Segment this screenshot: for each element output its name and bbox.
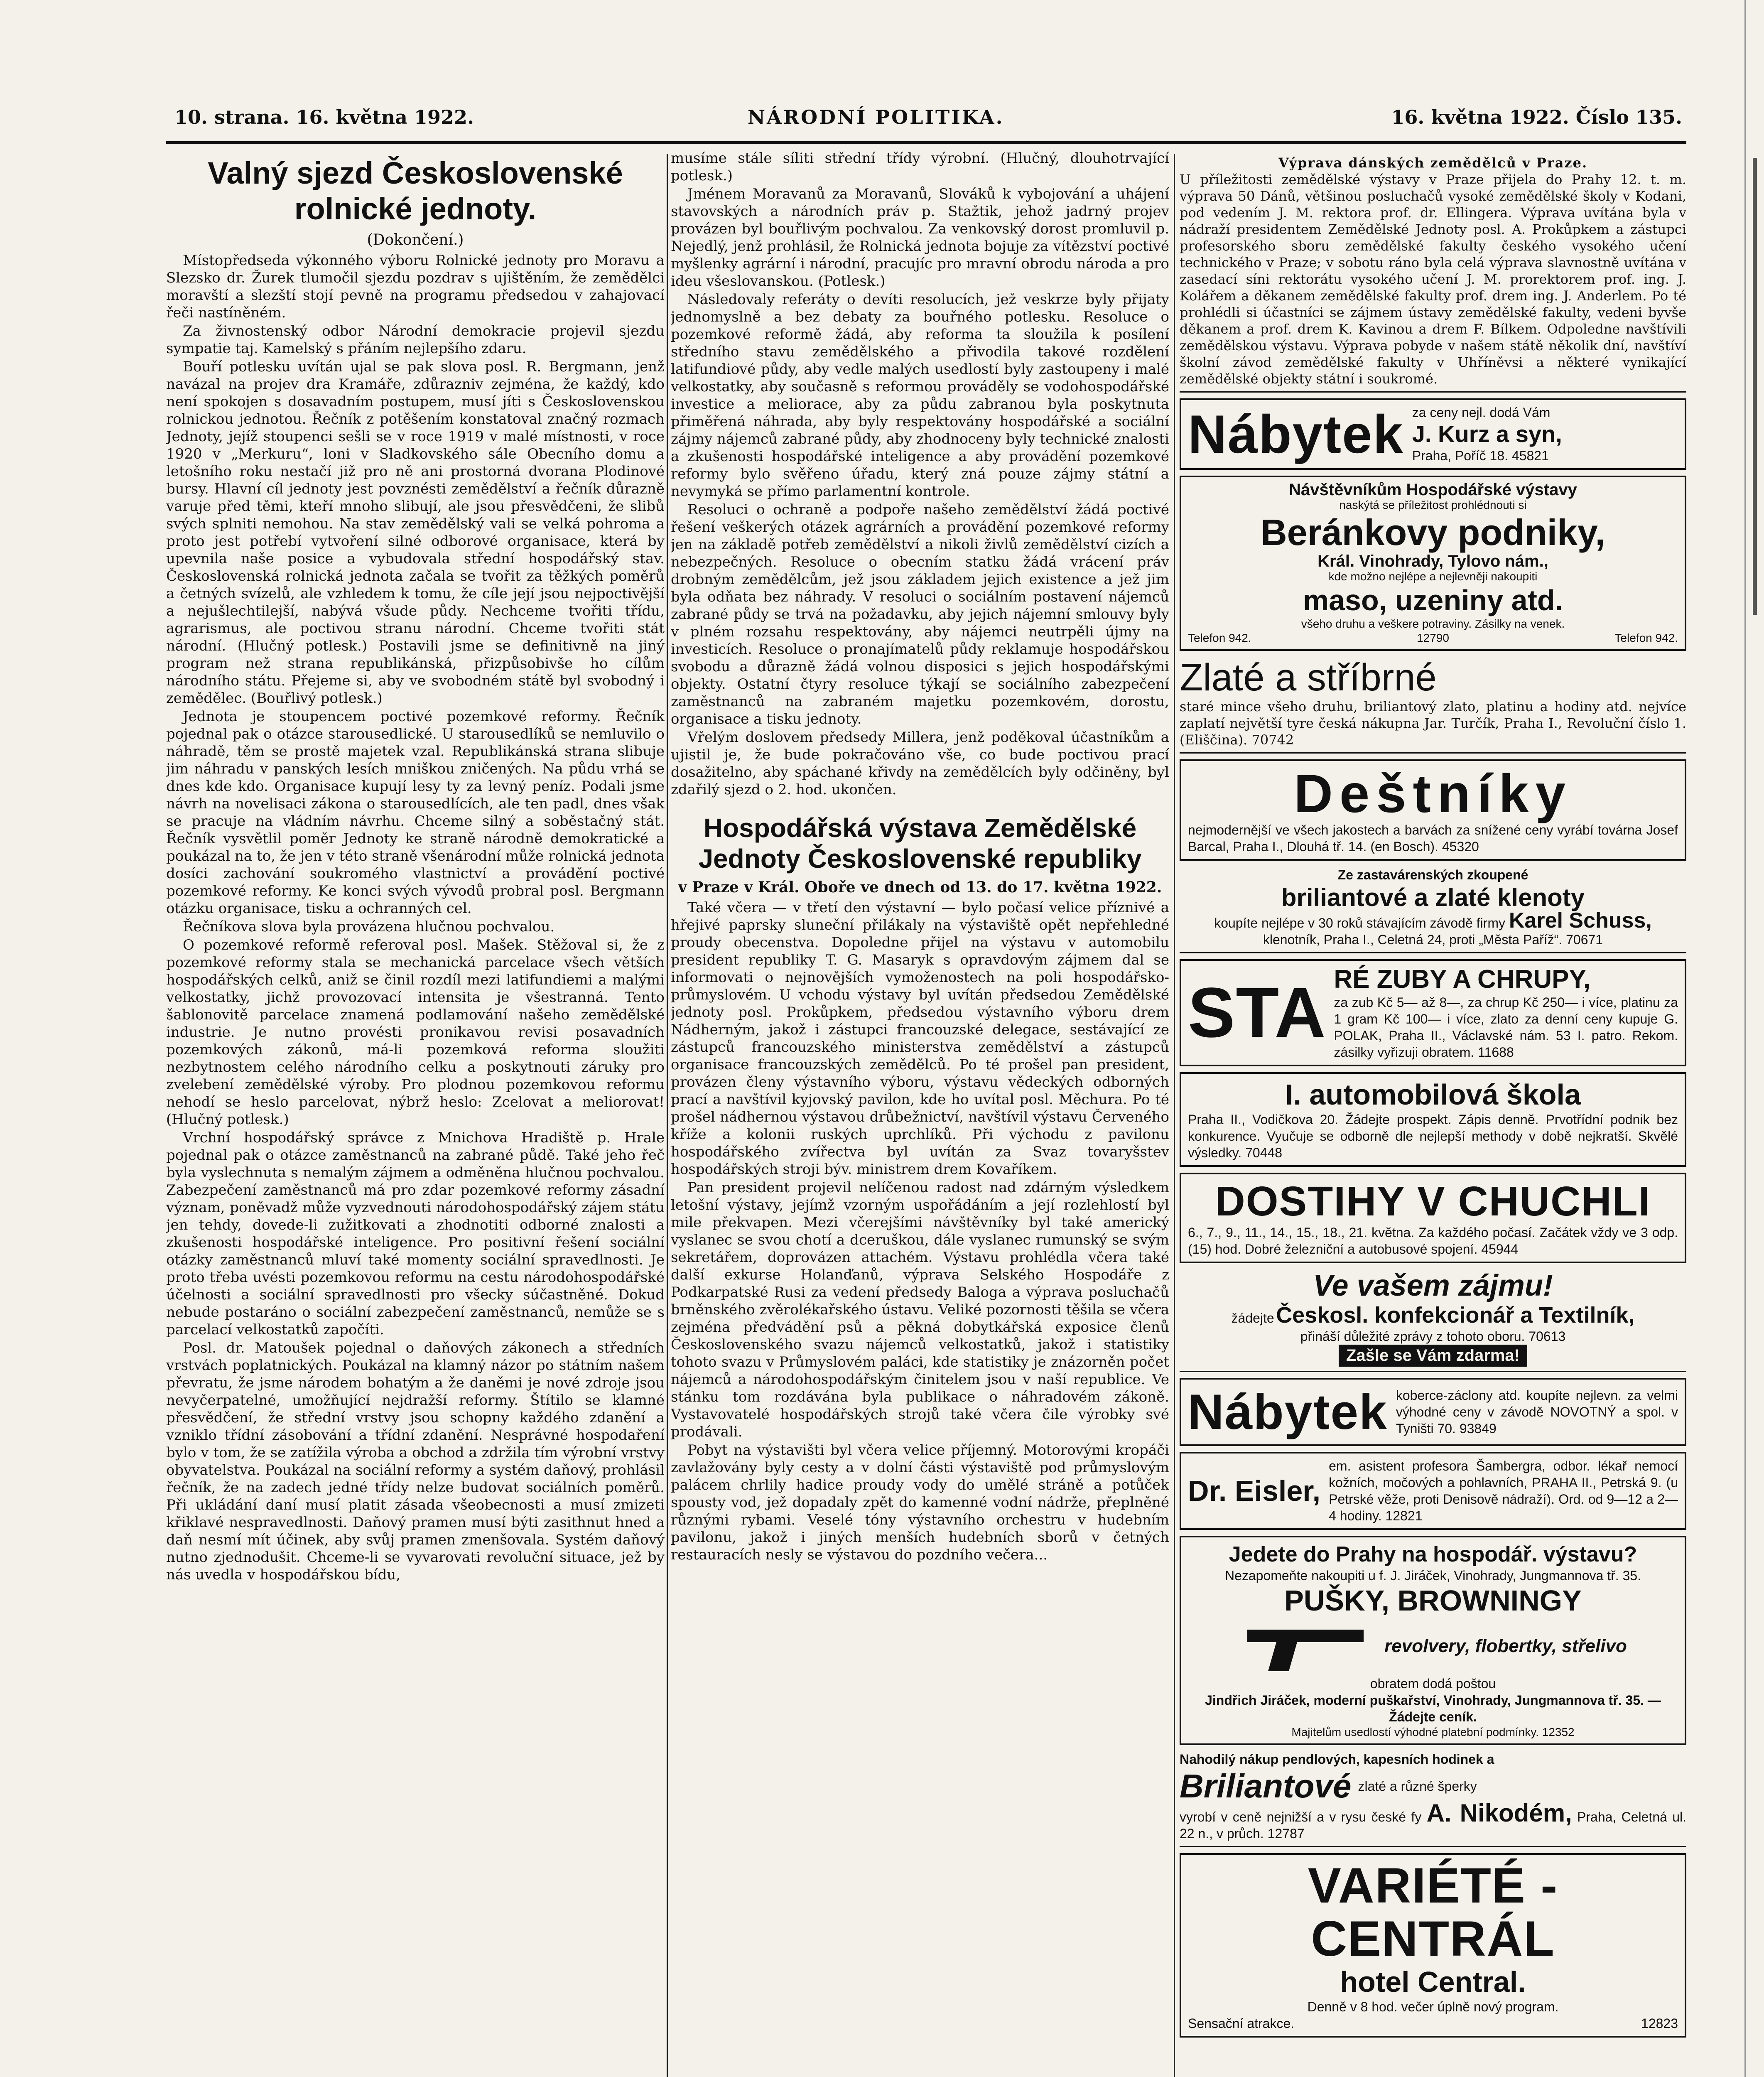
ad-text: vyrobí v ceně nejnižší a v rysu české fy xyxy=(1180,1809,1422,1824)
ad-firm: Karel Schuss, xyxy=(1509,908,1652,933)
ad-text: žádejte xyxy=(1231,1311,1274,1326)
paragraph: Místopředseda výkonného výboru Rolnické jednoty pro Moravu a Slezsko dr. Žurek tlumočil sjezdu pozdrav s ujištěním, že zemědělci moravští a slezští stojí pevně na programu předsedou v zahajovací řeči nastíněném. xyxy=(166,252,665,321)
ad-nikodem xyxy=(1180,1751,1686,1847)
ad-code: 45944 xyxy=(1481,1242,1519,1257)
ad-banner: Zašle se Vám zdarma! xyxy=(1339,1345,1527,1367)
ad-headline: DOSTIHY V CHUCHLI xyxy=(1215,1178,1651,1225)
ad-text: Ze zastavárenských zkoupené xyxy=(1337,867,1528,882)
ad-headline: Zlaté a stříbrné xyxy=(1180,656,1437,699)
ad-text: Denně v 8 hod. večer úplně nový program. xyxy=(1307,1999,1559,2014)
column-separator xyxy=(667,154,668,2077)
ad-text: revolvery, flobertky, střelivo xyxy=(1384,1636,1627,1656)
ad-code: 70448 xyxy=(1245,1145,1283,1160)
ad-eisler xyxy=(1180,1452,1686,1530)
ad-letters: STA xyxy=(1188,973,1327,1052)
ad-phone: Telefon 942. xyxy=(1614,631,1678,644)
ad-text: em. asistent profesora Šambergra, odbor. lékař nemocí kožních, močových a pohlavních, PRAHA II., Petrská 9. (u Petrské věže, proti Denisově nádraží). Ord. od 9—12 a 2—4 hodiny. xyxy=(1329,1458,1678,1523)
paragraph: musíme stále síliti střední třídy výrobní. (Hlučný, dlouhotrvající potlesk.) xyxy=(671,150,1169,184)
ad-text: Návštěvníkům Hospodářské výstavy xyxy=(1289,481,1577,499)
ad-konfekce xyxy=(1180,1269,1686,1372)
ad-headline: Jedete do Prahy na hospodář. výstavu? xyxy=(1229,1542,1637,1566)
notice xyxy=(1180,155,1686,393)
ad-firm: Českosl. konfekcionář a Textilník, xyxy=(1276,1303,1635,1328)
article-title: Valný sjezd Československé rolnické jednoty. xyxy=(208,156,623,226)
ad-variete xyxy=(1180,1853,1686,2038)
ad-address: Praha, Celetná ul. 22 n., v průch. xyxy=(1180,1809,1686,1841)
ad-text: Nezapomeňte nakoupiti u f. J. Jiráček, Vinohrady, Jungmannova tř. 35. xyxy=(1224,1568,1641,1583)
ad-text: za zub Kč 5— až 8—, za chrup Kč 250— i více, platinu za 1 gram Kč 100— i více, zlato za denní ceny kupuje G. POLAK, Praha II., Václavské nám. 53 I. patro. Rekom. zásilky vyřizuji obratem. xyxy=(1334,995,1678,1060)
header-left: 10. strana. 16. května 1922. xyxy=(174,106,474,128)
ad-headline: VARIÉTÉ - CENTRÁL xyxy=(1308,1858,1558,1967)
ad-firm: J. Kurz a syn, xyxy=(1412,421,1562,447)
column-1 xyxy=(166,150,665,2077)
ad-text: všeho druhu a veškere potraviny. Zásilky na venek. xyxy=(1301,617,1565,630)
ad-text: staré mince všeho druhu, briliantový zlato, platinu a hodiny atd. nejvíce zaplatí největší tyre česká nákupna Jar. Turčík, Praha I., Revoluční číslo 1. (Eliščina). xyxy=(1180,699,1686,748)
ad-headline: briliantové a zlaté klenoty xyxy=(1281,884,1585,911)
ad-headline: Briliantové xyxy=(1180,1768,1352,1804)
ad-code: 70671 xyxy=(1566,932,1603,947)
paragraph: Pobyt na výstavišti byl včera velice příjemný. Motorovými kropáči zavlažovány byly cesty a v dolní části výstaviště pod průmyslovým palácem chrlily hadice proudy vody do umělé stráně a potůček spousty vod, jež dopadaly zpět do kamenné vodní nádrže, přeplněné různými rybami. Veselé tóny výstavního orchestru v hudebním pavilonu, jakož i jiných menších hudebních sborů v četných restauracích nesly se výstavou do pozdního večera... xyxy=(671,1442,1169,1563)
paragraph: Pan president projevil nelíčenou radost nad zdárným výsledkem letošní výstavy, jejímž vzorným uspořádáním a její rozlehlostí byl mile překvapen. Mezi včerejšími návštěvníky byl také americký vyslanec se svou chotí a dceruškou, dále vyslanec rumunský se svým sekretářem, doprovázen attachém. Výstavu prohlédla včera také další exkurse Holanďanů, výprava Selského Hospodáře z Podkarpatské Rusi za vedení předsedy Baloga a výprava posluchačů brněnského zvěrolékařského ústavu. Veliké pozornosti těšila se včera zejména předvádění psů a pěkná dobytkářská exposice členů Československého svazu nájemců velkostatků, jakož i statistiky tohoto svazu v Průmyslovém paláci, kde statistiky je znázorněn počet nájemců a národohospodářským činitelem jsou v naší republice. Ve stánku tom rozdávána byla publikace o náhradovém zákoně. Vystavovatelé hospodářských strojů také včera čile výrobky své prodávali. xyxy=(671,1179,1169,1440)
ad-headline: Nábytek xyxy=(1188,404,1404,464)
ad-klenoty xyxy=(1180,867,1686,953)
column-separator xyxy=(1174,154,1175,2077)
ad-text: Nahodilý nákup pendlových, kapesních hodinek a xyxy=(1180,1752,1494,1767)
ad-text: koberce-záclony atd. koupíte nejlevn. za velmi výhodné ceny v závodě NOVOTNÝ a spol. v Tyništi 70. xyxy=(1396,1388,1678,1436)
ad-text: 6., 7., 9., 11., 14., 15., 18., 21. května. Za každého počasí. Začátek vždy ve 3 odp. (15) hod. Dobré železniční a autobusové spojení. xyxy=(1188,1225,1678,1257)
ad-code: 70613 xyxy=(1528,1329,1566,1344)
ad-text: přináší důležité zprávy z tohoto oboru. xyxy=(1300,1329,1525,1344)
ad-zlate-stribrne xyxy=(1180,657,1686,754)
ad-text: koupíte nejlépe v 30 roků stávajícím závodě firmy xyxy=(1214,916,1505,930)
ad-text: zlaté a různé šperky xyxy=(1358,1779,1477,1794)
ad-code: 12823 xyxy=(1641,2016,1678,2031)
ad-text: Sensační atrakce. xyxy=(1188,2016,1295,2031)
notice-text: U příležitosti zemědělské výstavy v Praze přijela do Prahy 12. t. m. výprava 50 Dánů, většinou posluchačů vysoké zemědělské školy v Kodani, pod vedením J. M. rektora prof. dr. Ellingera. Výprava uvítána byla v nádraží presidentem Zemědělské Jednoty posl. A. Prokůpkem a zástupci profesorského sboru zemědělské fakulty českého vysokého učení technického v Praze; v sobotu ráno byla celá výprava slavnostně uvítána v zasedací síni rektorátu vysokého učení J. M. prorektorem prof. ing. J. Kolářem a děkanem zemědělské fakulty prof. drem ing. J. Anderlem. Po té prohlédli si účastníci se zájmem ústavy zemědělské fakulty, vedeni byvše děkanem a prof. drem K. Kavinou a drem F. Bílkem. Odpoledne navštívili zemědělskou výstavu. Výprava pobyde v našem státě několik dní, navštíví školní závod zemědělské fakulty v Uhříněvsi a některé vynikající zemědělské objekty státní i soukromé. xyxy=(1180,172,1686,387)
paragraph: Jednota je stoupencem poctivé pozemkové reformy. Řečník pojednal pak o otázce starousedlické. U starousedlíků se nemluvilo o náhradě, těm se prostě majetek vzal. Republikánská strana slibuje jim náhradu v panských lesích mniškou zničených. Na půdu vrhá se dnes kde kdo. Organisace kupují lesy ty za levný peníz. Podali jsme návrh na novelisaci zákona o starousedlících, ale ten padl, dnes však se pracuje na vládním návrhu. Chceme silný a soběstačný stát. Řečník vysvětlil poměr Jednoty ke straně národně demokratické a poukázal na to, že jen v této straně všenárodní může rolnická jednota dosíci zachování soukromého vlastnictví a provádění poctivé pozemkové reformy. Ke konci svých vývodů probral posl. Bergmann otázku organisace, tisku a ochranných cel. xyxy=(166,708,665,917)
ad-headline: I. automobilová škola xyxy=(1285,1078,1581,1111)
ad-code: 45821 xyxy=(1511,448,1549,463)
ad-autoskola xyxy=(1180,1072,1686,1167)
ad-address: klenotník, Praha I., Celetná 24, proti „Města Paříž“. xyxy=(1263,932,1563,947)
header-rule xyxy=(166,141,1686,144)
paragraph: O pozemkové reformě referoval posl. Mašek. Stěžoval si, že z pozemkové reformy stala se mechanická parcelace všech větších hospodářských celků, aniž se činil rozdíl mezi latifundiemi a malými velkostatky, jichž provozovací intensita je všestranná. Tento šablonovitě parcelace znamená podlamování našeho zemědělské industrie. Je nutno provésti pronikavou revisi posavadních pozemkových zákonů, má-li pozemková reforma sloužiti nezbytnostem celého národního celku a poskytnouti záruky pro zvelebení zemědělské výroby. Pro plodnou pozemkovou reformu nehodí se heslo parcelovat, nýbrž heslo: Zcelovat a meliorovat! (Hlučný potlesk.) xyxy=(166,937,665,1128)
ad-pusky xyxy=(1180,1536,1686,1745)
paragraph: Resoluci o ochraně a podpoře našeho zemědělství žádá poctivé řešení veškerých otázek agrárních a provádění pozemkové reformy jen na základě potřeb zemědělství a nikoli živlů zemědělství cizích a nebezpečných. Resoluce o obecním statku žádá vrácení práv drobným zemědělcům, jež jsou základem jejich existence a jež jim byla odňata bez náhrady. V resoluci o sociálním postavení nájemců zabrané půdy se trvá na požadavku, aby jejich nájemní smlouvy byly v plném rozsahu respektovány, aby nájemci neutrpěli újmy na investicích. Resoluce o pronajímatelů půdy reklamuje hospodářskou svobodu a důrazně žádá volnou disposici s jejich hospodářskými objekty. Ostatní čtyry resoluce týkají se sociálního zabezpečení zaměstnanců na zabraném majetku pozemkovém, dorostu, organisace a tisku jednoty. xyxy=(671,501,1169,727)
ad-destniky xyxy=(1180,759,1686,861)
ad-headline: Ve vašem zájmu! xyxy=(1313,1269,1553,1302)
ad-headline: Nábytek xyxy=(1188,1384,1388,1440)
ad-zuby-chrupy xyxy=(1180,959,1686,1066)
paragraph: Bouří potlesku uvítán ujal se pak slova posl. R. Bergmann, jenž navázal na projev dra Kramáře, zdůrazniv zejména, že každý, kdo není spokojen s dosavadním postupem, musí jíti s Československou rolnickou jednotou. Řečník z potěšením konstatoval značný rozmach Jednoty, jejíž stoupenci sešli se v roce 1919 v malé místnosti, v roce 1920 v „Merkuru“, loni v Sladkovského sále Obecního domu a letošního roku nestačí již pro ně ani prostorná dvorana Plodinové bursy. Hlavní cíl jednoty jest povznésti zemědělství a řečník důrazně varuje před těmi, kteří mnoho slibují, ale jsou přesvědčeni, že slibů svých splniti nemohou. Na stav zemědělský vali se velká pohroma a proto jest potřebí vytvoření silné odborové organisace, která by upevnila naše posice a vybudovala střední hospodářský stav. Československá rolnická jednota začala se tvořit za těžkých poměrů a četných svízelů, ale vzhledem k tomu, že cíle její jsou nejpoctivější a nejušlechtilejší, nabývá všude půdy. Nechceme tvořiti třídu, agrarismus, ale poctivou stranu národní. Chceme tvořiti stát národní. (Hlučný potlesk.) Postavili jsme se definitivně na jiný program než strana republikánská, přizpůsobivše ho cílům národního státu. Přejeme si, aby ve svobodném státě byl svobodný i zemědělec. (Bouřlivý potlesk.) xyxy=(166,358,665,707)
ad-text: naskýtá se příležitost prohlédnouti si xyxy=(1339,498,1527,511)
ad-text: za ceny nejl. dodá Vám xyxy=(1412,405,1551,420)
ad-code: 12787 xyxy=(1267,1826,1305,1841)
ad-firm: A. Nikodém, xyxy=(1426,1799,1572,1827)
ad-subheadline: PUŠKY, BROWNINGY xyxy=(1284,1584,1582,1617)
scan-edge-decoration xyxy=(1720,0,1761,2077)
ad-subheadline: maso, uzeniny atd. xyxy=(1303,584,1563,616)
ad-code: 12790 xyxy=(1417,631,1449,644)
ad-text: nejmodernější ve všech jakostech a barvách za snížené ceny vyrábí továrna Josef Barcal, Praha I., Dlouhá tř. 14. (en Bosch). xyxy=(1188,822,1678,854)
ad-address: Král. Vinohrady, Tylovo nám., xyxy=(1317,552,1548,570)
paragraph: Následovaly referáty o devíti resolucích, jež veskrze byly přijaty jednomyslně a bez debaty za bouřného potlesku. Resoluce o pozemkové reformě žádá, aby reforma ta sloužila k posílení středního stavu zemědělského a přivodila takové rozdělení latifundiové půdy, aby vedle malých usedlostí byly zastoupeny i malé velkostatky, aby současně s reformou prováděly se vodohospodářské investice a meliorace, aby za půdu zabranou byla poskytnuta přiměřená náhrada, aby byly respektovány hospodářské a sociální zájmy nájemců zabrané půdy, aby zhodnoceny byly technické znalosti a zkušenosti hospodářské inteligence a aby provádění pozemkové reformy bylo svěřeno úřadu, který zná pouze zájmy státní a nevymyká se přímo parlamentní kontrole. xyxy=(671,291,1169,500)
ad-code: 45320 xyxy=(1442,839,1479,854)
header-right: 16. května 1922. Číslo 135. xyxy=(1391,106,1682,128)
ad-code: 93849 xyxy=(1459,1421,1497,1436)
ad-headline: Beránkovy podniky, xyxy=(1261,512,1605,553)
article-subtitle: (Dokončení.) xyxy=(367,231,464,248)
paragraph: Také včera — v třetí den výstavní — bylo počasí velice příznivé a hřejivé paprsky sluneční přilákaly na výstaviště opět nepřehledné proudy obecenstva. Dopoledne přijel na výstavu v automobilu president republiky T. G. Masaryk s opravdovým zájmem dal se informovati o nejnovějších vymoženostech na poli hospodářsko-průmyslovém. U vchodu výstavy byl uvítán předsedou Zemědělské jednoty posl. Prokůpkem, předsedou výstavního výboru drem Nádherným, jakož i zástupci francouzské delegace, sestávající ze zástupců francouzského ministerstva zemědělství a zástupců organisace francouzských zemědělců. Po té prošel pan president, provázen členy výstavního výboru, výstavu vědeckých odborných prací a navštívil kyjovský pavilon, kde ho uvítal posl. Měchura. Po té prošel nádhernou výstavou drůbežnictví, navštívil výstavu Červeného kříže a kolonii ruských uprchlíků. Při východu z pavilonu hospodářského zvířectva byl uvítán za Svaz tovaryšstev hospodářských stroji býv. ministrem drem Kovaříkem. xyxy=(671,899,1169,1178)
ad-nabytek-novotny xyxy=(1180,1378,1686,1446)
ad-dostihy xyxy=(1180,1173,1686,1263)
ad-code: 12352 xyxy=(1542,1726,1575,1738)
paragraph: Řečníkova slova byla provázena hlučnou pochvalou. xyxy=(183,918,555,935)
paragraph: Posl. dr. Matoušek pojednal o daňových zákonech a středních vrstvách poplatnických. Poukázal na klamný názor po státním našem převratu, že jsme národem bohatým a že daněmi je nové zdroje jsou nevyčerpatelné, umožňující nejdražší reformy. Štítilo se klamné přesvědčení, že střední vrstvy jsou schopny každého zdanění a vzniklo třídní zásobování a třídní zdanění. Nesprávné hospodaření bylo v tom, že se zatížila výroba a obchod a zdržila tím výrobní vrstvy obyvatelstva. Poukázal na sociální reformy a systém daňový, prohlásil řečník, že na zadech jedné třídy nelze budovat sociálních poměrů. Při ukládání daní musí platit zásada všeobecnosti a musí zmizeti křiklavé nespravedlnosti. Daňový pramen musí býti zasithnut hned a daň nesmí mít účinek, aby svůj pramen zmenšovala. Systém daňový nutno zjednodušit. Chceme-li se vyvarovati revoluční situace, jež by nás uvedla v hospodářskou bídu, xyxy=(166,1340,665,1583)
ad-phone: Telefon 942. xyxy=(1188,631,1251,644)
ad-headline: RÉ ZUBY A CHRUPY, xyxy=(1334,965,1591,994)
ad-code: 11688 xyxy=(1478,1045,1514,1060)
paragraph: Za živnostenský odbor Národní demokracie projevil sjezdu sympatie taj. Kamelský s přáním nejlepšího zdaru. xyxy=(166,323,665,357)
ad-code: 12821 xyxy=(1385,1508,1423,1523)
ad-headline: Dr. Eisler, xyxy=(1188,1475,1321,1507)
column-2 xyxy=(671,150,1169,2077)
page-header xyxy=(166,106,1686,135)
ad-subheadline: hotel Central. xyxy=(1340,1966,1526,1998)
ad-text: obratem dodá poštou xyxy=(1370,1676,1496,1691)
ad-beranek xyxy=(1180,476,1686,651)
paragraph: Vřelým doslovem předsedy Millera, jenž poděkoval účastníkům a ujistil je, že bude pokračováno vše, co bude poctivou prací dosažitelno, aby spáchané křivdy na zemědělcích byly odčiněny, byl zdařilý sjezd o 2. hod. ukončen. xyxy=(671,729,1169,798)
paragraph: Jménem Moravanů za Moravanů, Slováků k vybojování a uhájení stavovských a národních práv p. Stažtik, jehož jadrný projev provázen byl bouřlivým pochvalou. Za venkovský dorost promluvil p. Nejedlý, jenž prohlásil, že Rolnická jednota bojuje za vítězství poctivé myšlenky agrární i národní, pracujíc pro mravní obrodu národa a pro ideu všeslovanskou. (Potlesk.) xyxy=(671,186,1169,290)
ad-code: 70742 xyxy=(1251,732,1294,748)
article-subtitle: v Praze v Král. Oboře ve dnech od 13. do 17. května 1922. xyxy=(678,879,1162,896)
ad-headline: Deštníky xyxy=(1294,763,1572,824)
ad-text: Majitelům usedlostí výhodné platební podmínky. xyxy=(1291,1726,1539,1738)
masthead: NÁRODNÍ POLITIKA. xyxy=(748,106,1004,128)
pistol-icon xyxy=(1239,1617,1372,1675)
paragraph: Vrchní hospodářský správce z Mnichova Hradiště p. Hrale pojednal pak o otázce zaměstnanců na zabrané půdě. Také jeho řeč byla vyslechnuta s nemalým zájmem a odměněna hlučnou pochvalou. Zabezpečení zaměstnanců má pro zdar pozemkové reformy zásadní význam, poněvadž může vyzvednouti národohospodářský zájem státu jen tehdy, dovede-li zužitkovati a zhodnotiti odborné znalosti a zkušenosti hospodářské inteligence. Pro positivní řešení sociální otázky zaměstnanců mluví také momenty sociální spravedlnosti. Je proto třeba uvésti pozemkovou reformu na cestu národohospodářské účelnosti a sociální spravedlnosti pro všecky súčastněné. Dokud nebude postaráno o sociální zabezpečení zaměstnanců, nemůže se s parcelací velkostatků započíti. xyxy=(166,1129,665,1338)
ad-nabytek-kurz xyxy=(1180,398,1686,470)
ad-address: Praha, Poříč 18. xyxy=(1412,448,1509,463)
notice-title: Výprava dánských zemědělců v Praze. xyxy=(1278,155,1588,171)
article-title: Hospodářská výstava Zemědělské Jednoty Československé republiky xyxy=(698,813,1142,874)
ad-text: Praha II., Vodičkova 20. Žádejte prospekt. Zápis denně. Prvotřídní podnik bez konkurence. Vyučuje se odborně dle nejlepší methody v době nejkratší. Skvělé výsledky. xyxy=(1188,1112,1678,1160)
ad-firm: Jindřich Jiráček, moderní puškařství, Vinohrady, Jungmannova tř. 35. — Žádejte ceník. xyxy=(1205,1693,1661,1724)
column-3 xyxy=(1180,150,1686,2077)
ad-text: kde možno nejlépe a nejlevněji nakoupiti xyxy=(1328,570,1538,583)
